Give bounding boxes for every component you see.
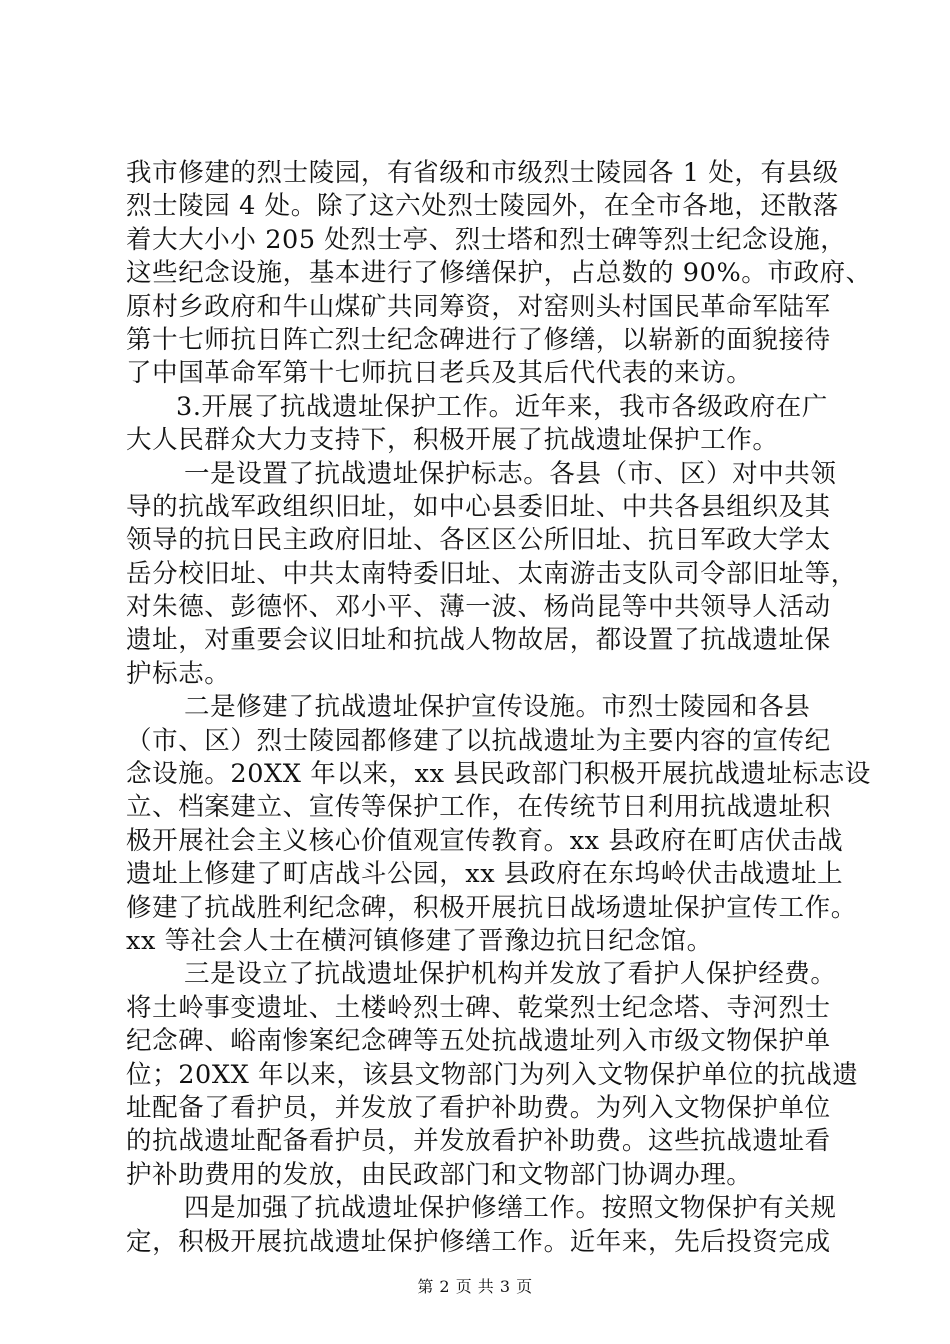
text-line: 纪念碑、峪南惨案纪念碑等五处抗战遗址列入市级文物保护单 — [126, 1026, 831, 1057]
text-line: 位；20XX 年以来，该县文物部门为列入文物保护单位的抗战遗 — [126, 1059, 859, 1090]
text-line: 念设施。20XX 年以来，xx 县民政部门积极开展抗战遗址标志设 — [126, 759, 871, 790]
text-line: 岳分校旧址、中共太南特委旧址、太南游击支队司令部旧址等， — [126, 558, 857, 589]
paragraph-start-line: 四是加强了抗战遗址保护修缮工作。按照文物保护有关规 — [184, 1193, 837, 1224]
paragraph-start-line: 3.开展了抗战遗址保护工作。近年来，我市各级政府在广 — [176, 391, 828, 422]
paragraph-start-line: 三是设立了抗战遗址保护机构并发放了看护人保护经费。 — [184, 959, 837, 990]
text-line: 了中国革命军第十七师抗日老兵及其后代代表的来访。 — [126, 358, 753, 389]
text-line: 我市修建的烈士陵园，有省级和市级烈士陵园各 1 处，有县级 — [126, 158, 839, 188]
text-line: xx 等社会人士在横河镇修建了晋豫边抗日纪念馆。 — [126, 925, 713, 956]
text-line: 的抗战遗址配备看护员，并发放看护补助费。这些抗战遗址看 — [126, 1126, 831, 1157]
paragraph-start-line: 一是设置了抗战遗址保护标志。各县（市、区）对中共领 — [184, 458, 837, 489]
text-line: 领导的抗日民主政府旧址、各区区公所旧址、抗日军政大学太 — [126, 525, 831, 556]
text-line: 址配备了看护员，并发放了看护补助费。为列入文物保护单位 — [126, 1092, 831, 1123]
text-line: 原村乡政府和牛山煤矿共同筹资，对窑则头村国民革命军陆军 — [126, 291, 831, 322]
text-line: 极开展社会主义核心价值观宣传教育。xx 县政府在町店伏击战 — [126, 825, 844, 856]
text-line: 第十七师抗日阵亡烈士纪念碑进行了修缮，以崭新的面貌接待 — [126, 324, 831, 355]
page-number-label: 第 2 页 共 3 页 — [417, 1277, 533, 1296]
text-line: （市、区）烈士陵园都修建了以抗战遗址为主要内容的宣传纪 — [126, 725, 831, 756]
text-line: 遗址，对重要会议旧址和抗战人物故居，都设置了抗战遗址保 — [126, 625, 831, 656]
text-line: 烈士陵园 4 处。除了这六处烈士陵园外，在全市各地，还散落 — [126, 191, 839, 222]
text-line: 护标志。 — [126, 658, 231, 689]
text-line: 立、档案建立、宣传等保护工作，在传统节日利用抗战遗址积 — [126, 792, 831, 823]
text-line: 将土岭事变遗址、土楼岭烈士碑、乾棠烈士纪念塔、寺河烈士 — [126, 992, 831, 1023]
paragraph-start-line: 二是修建了抗战遗址保护宣传设施。市烈士陵园和各县 — [184, 692, 811, 723]
text-line: 护补助费用的发放，由民政部门和文物部门协调办理。 — [126, 1159, 753, 1190]
document-body — [126, 157, 872, 1259]
page-footer — [0, 1277, 950, 1297]
text-line: 导的抗战军政组织旧址，如中心县委旧址、中共各县组织及其 — [126, 491, 831, 522]
text-line: 遗址上修建了町店战斗公园，xx 县政府在东坞岭伏击战遗址上 — [126, 859, 844, 890]
text-line: 着大大小小 205 处烈士亭、烈士塔和烈士碑等烈士纪念设施， — [126, 224, 847, 255]
text-line: 修建了抗战胜利纪念碑，积极开展抗日战场遗址保护宣传工作。 — [126, 892, 857, 923]
text-line: 定，积极开展抗战遗址保护修缮工作。近年来，先后投资完成 — [126, 1226, 831, 1257]
text-line: 大人民群众大力支持下，积极开展了抗战遗址保护工作。 — [126, 425, 779, 456]
text-line: 这些纪念设施，基本进行了修缮保护，占总数的 90%。市政府、 — [126, 258, 872, 289]
text-line: 对朱德、彭德怀、邓小平、薄一波、杨尚昆等中共领导人活动 — [126, 592, 831, 623]
